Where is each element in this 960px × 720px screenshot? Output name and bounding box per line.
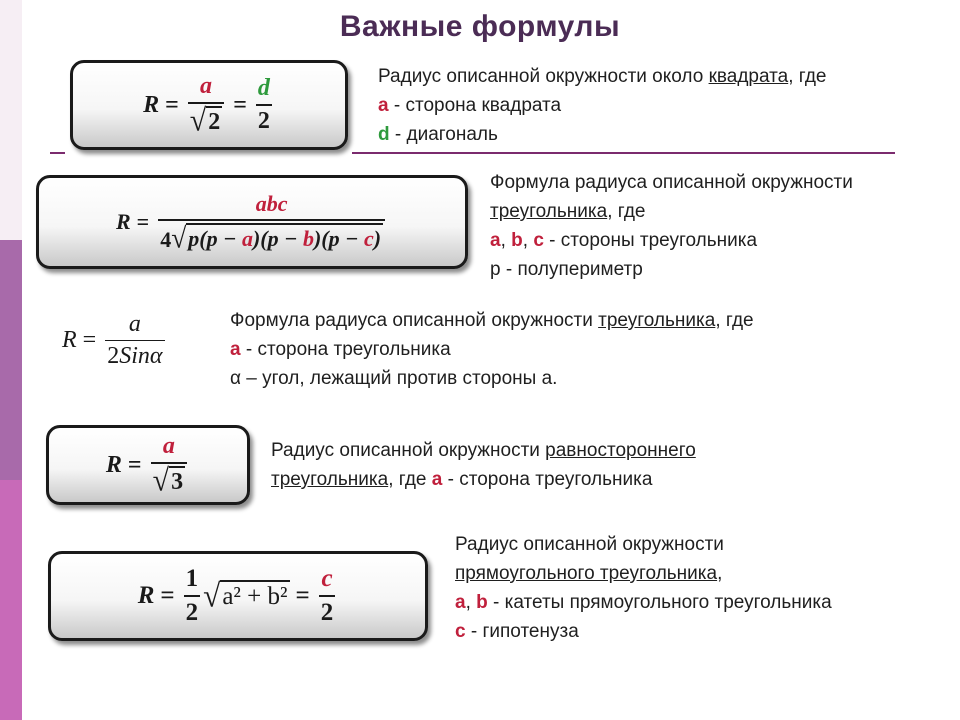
sqrt-sign-icon: √ (189, 103, 207, 138)
desc-text: - сторона треугольника (240, 339, 451, 360)
equals-sign: = (82, 326, 97, 353)
fraction-abc (158, 191, 385, 253)
sqrt-sign-icon: √ (152, 463, 170, 498)
term: )(p − (252, 226, 303, 252)
formula-sine (62, 311, 168, 370)
equals-sign: = (127, 451, 142, 478)
desc-underlined: треугольника (490, 201, 608, 222)
description-equilateral (271, 436, 696, 494)
desc-text: - катеты прямоугольного треугольника (487, 592, 832, 613)
term: ) (373, 226, 382, 252)
formula-box-right-triangle (48, 551, 428, 641)
fraction-c-over-2 (319, 565, 336, 627)
var-c: c (363, 226, 374, 252)
desc-variable-b: b (511, 230, 523, 251)
desc-text: р - полупериметр (490, 259, 643, 280)
description-right-triangle (455, 530, 832, 646)
var-b: b (302, 226, 314, 252)
radicand: a² + b² (220, 580, 289, 611)
desc-variable-a: a (455, 592, 466, 613)
equals-sign: = (165, 91, 179, 118)
desc-text: Радиус описанной окружности около (378, 66, 709, 87)
desc-text: - гипотенуза (465, 621, 579, 642)
numerator-a: a (128, 310, 141, 337)
formula-lhs: R (137, 582, 155, 609)
denominator (151, 462, 187, 497)
formula-lhs: R (62, 326, 77, 353)
desc-text: , где (388, 469, 432, 490)
formula-lhs: R (115, 209, 131, 234)
desc-variable-a: a (431, 469, 443, 490)
desc-underlined: прямоугольного треугольника (455, 563, 718, 584)
formula-box-square (70, 60, 348, 150)
description-square (378, 62, 826, 149)
equals-sign: = (160, 582, 175, 609)
desc-text: α – угол, лежащий против стороны а. (230, 368, 558, 389)
desc-variable-c: c (533, 230, 544, 251)
desc-text: - сторона треугольника (442, 469, 653, 490)
desc-underlined: квадрата (708, 66, 789, 87)
desc-underlined: равностороннего (545, 440, 696, 461)
denominator-2: 2 (319, 595, 336, 627)
numerator-d: d (257, 75, 270, 101)
desc-text: Формула радиуса описанной окружности (230, 310, 599, 331)
sqrt-a2-b2 (203, 577, 289, 615)
desc-variable-a: a (230, 339, 241, 360)
denominator-heron (158, 219, 385, 253)
desc-text: , (717, 563, 723, 584)
formula-box-triangle-abc (36, 175, 468, 269)
coefficient-4: 4 (160, 226, 172, 252)
desc-text: - стороны треугольника (543, 230, 758, 251)
formula-triangle-abc (116, 191, 388, 253)
numerator-c: c (321, 565, 333, 592)
desc-variable-a: a (378, 95, 389, 116)
sin-function: Sin (119, 342, 150, 369)
formula-square (143, 73, 275, 137)
desc-text: - диагональ (389, 124, 498, 145)
fraction-1-over-2 (184, 565, 201, 627)
formula-lhs: R (105, 451, 122, 478)
desc-variable-c: c (455, 621, 466, 642)
fraction-a-over-sqrt2 (188, 73, 224, 137)
angle-alpha: α (149, 342, 163, 369)
formula-equilateral (106, 433, 190, 497)
side-stripe-middle (0, 240, 22, 480)
desc-underlined: треугольника (271, 469, 389, 490)
equals-sign: = (233, 91, 247, 118)
fraction-a-over-2sin (105, 311, 164, 370)
desc-variable-a: a (490, 230, 501, 251)
sqrt-sign-icon: √ (203, 577, 221, 615)
divider-left (50, 152, 65, 154)
term: )(p − (313, 226, 364, 252)
denominator-2: 2 (184, 595, 201, 627)
desc-text: - сторона квадрата (388, 95, 562, 116)
fraction-a-over-sqrt3 (151, 433, 187, 497)
formula-lhs: R (143, 91, 160, 118)
equals-sign: = (136, 209, 150, 234)
page-title: Важные формулы (339, 10, 621, 43)
desc-text: Радиус описанной окружности (271, 440, 546, 461)
desc-text: Радиус описанной окружности (455, 534, 724, 555)
formula-box-equilateral (46, 425, 250, 505)
numerator-a: a (162, 433, 175, 459)
var-a: a (241, 226, 253, 252)
desc-variable-b: b (476, 592, 488, 613)
divider-right (352, 152, 895, 154)
desc-text: , где (788, 66, 827, 87)
sqrt-sign-icon: √ (171, 221, 187, 254)
desc-underlined: треугольника (598, 310, 716, 331)
desc-text: , где (607, 201, 646, 222)
desc-text: Формула радиуса описанной окружности (490, 172, 853, 193)
radicand: 3 (169, 466, 185, 496)
description-triangle-abc (490, 168, 853, 284)
desc-text: , где (715, 310, 754, 331)
numerator-1: 1 (185, 565, 199, 592)
formula-sine-container (62, 300, 212, 380)
formula-right-triangle (138, 565, 339, 627)
radicand (186, 223, 383, 252)
desc-text: , (465, 592, 477, 613)
numerator-a: a (200, 73, 212, 99)
denominator (188, 102, 224, 137)
side-stripe-bottom (0, 480, 22, 720)
description-sine (230, 306, 754, 393)
fraction-d-over-2 (256, 75, 272, 135)
radicand: 2 (206, 106, 222, 136)
term: p(p − (188, 226, 242, 252)
coefficient-2: 2 (107, 342, 120, 369)
numerator-abc: abc (255, 191, 288, 217)
desc-variable-d: d (378, 124, 390, 145)
equals-sign: = (295, 582, 310, 609)
denominator-2: 2 (256, 104, 272, 135)
desc-text: , (500, 230, 512, 251)
denominator (105, 340, 164, 370)
desc-text: , (522, 230, 534, 251)
